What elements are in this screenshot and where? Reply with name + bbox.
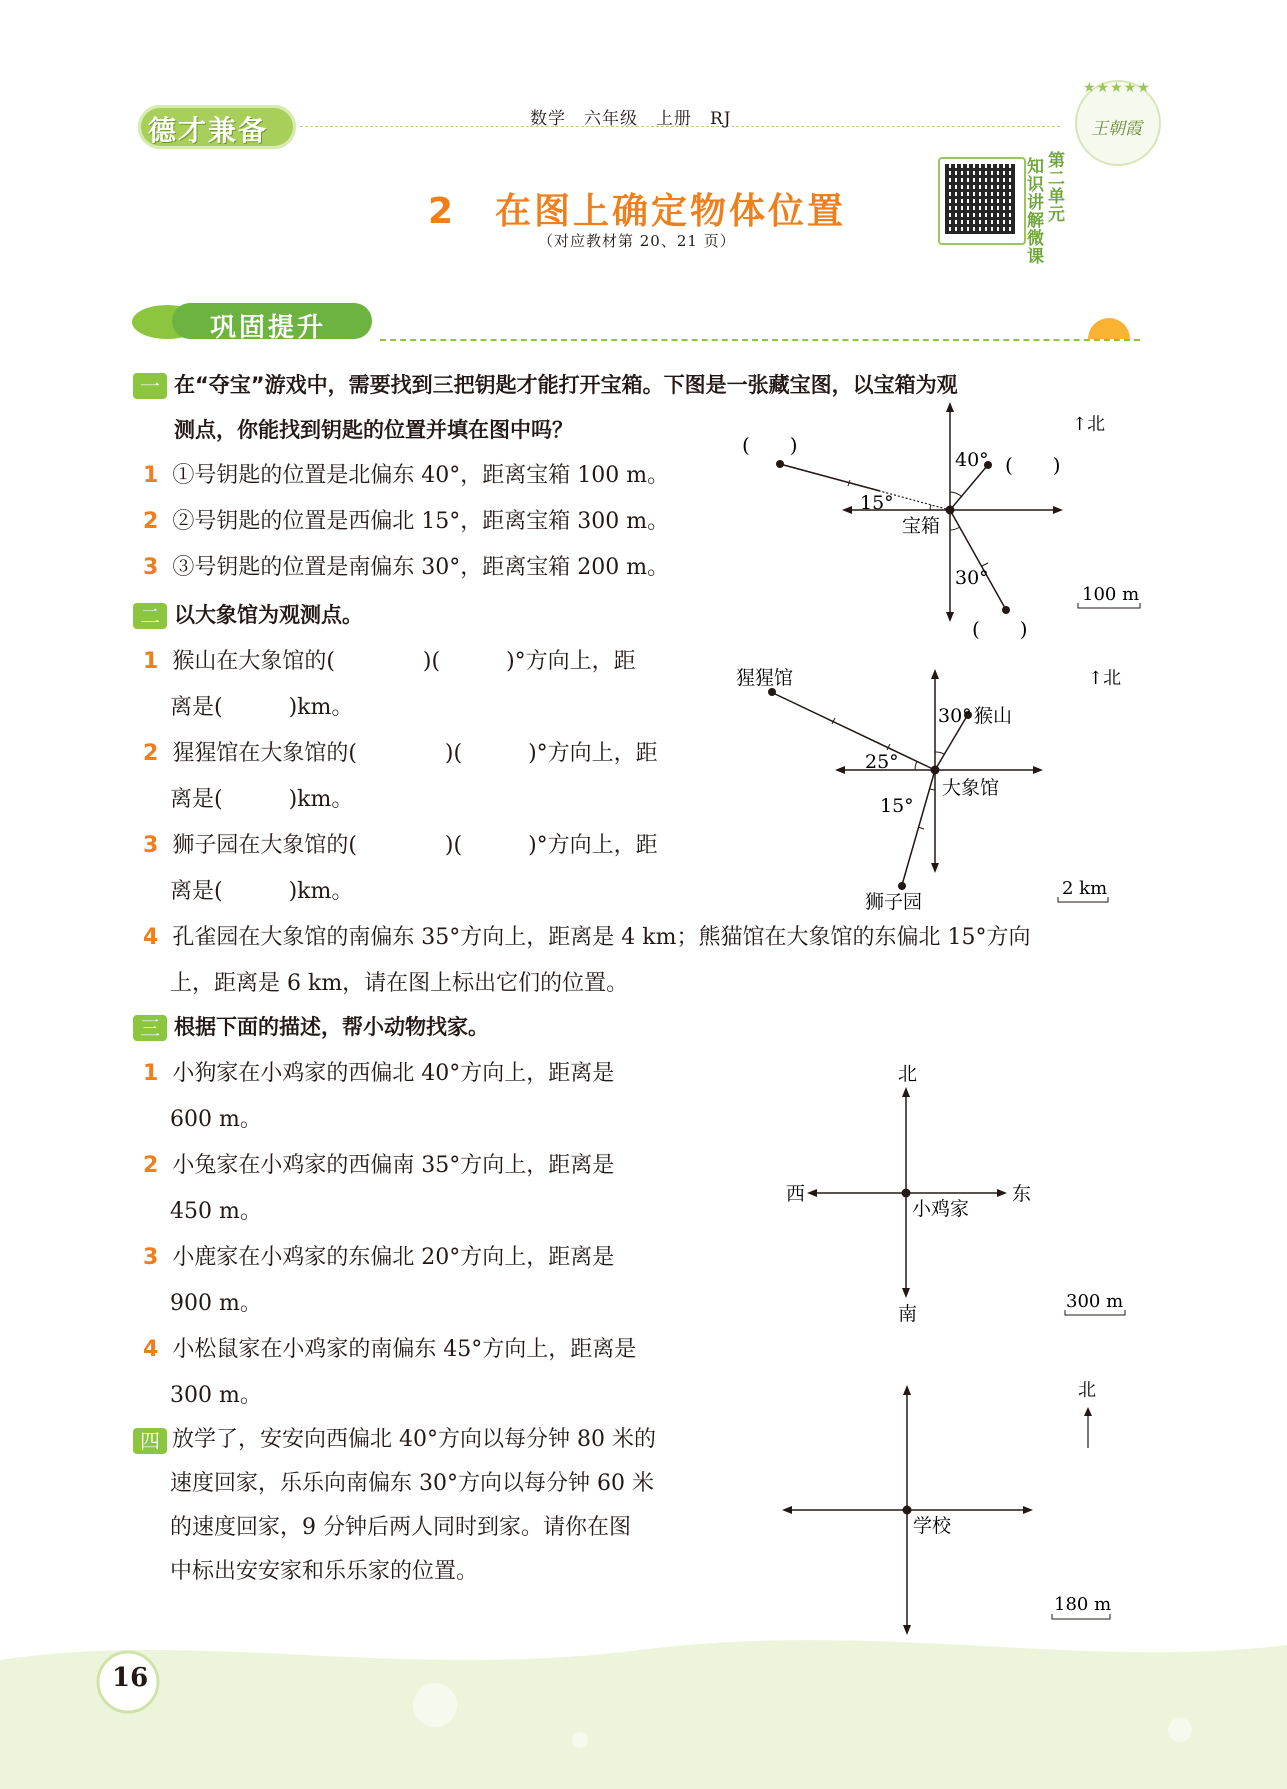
q1-north-arrow-icon	[946, 402, 954, 412]
q2-arc-monkey	[935, 752, 944, 754]
q3-item-1-text: 小狗家在小鸡家的西偏北 40°方向上，距离是	[172, 1061, 615, 1086]
q3-west-arrow-icon	[807, 1189, 817, 1197]
footer-bubble-1	[413, 1683, 457, 1727]
q1-blank-key2[interactable]: ( )	[742, 433, 798, 457]
q1-stem-line2: 测点，你能找到钥匙的位置并填在图中吗？	[174, 418, 573, 442]
q3-east-label: 东	[1012, 1183, 1032, 1205]
q3-center-label: 小鸡家	[912, 1198, 970, 1220]
q1-north-indicator: ↑北	[1072, 414, 1106, 435]
q2-east-arrow-icon	[1033, 766, 1043, 774]
q3-item-4-line1	[143, 1335, 636, 1365]
footer-bubble-3	[1168, 1718, 1192, 1742]
q1-item-1-number: 1	[143, 463, 159, 488]
q3-south-label: 南	[898, 1303, 918, 1325]
q1-blank-key1[interactable]: ( )	[1005, 453, 1061, 477]
q1-ray-se	[950, 510, 1005, 608]
q3-north-arrow-icon	[902, 1087, 910, 1097]
q2-badge: 二	[133, 603, 167, 629]
brand-logo-text: 德才兼备	[148, 114, 269, 147]
q1-key3-point	[1002, 606, 1010, 614]
q1-ray-ne	[950, 466, 987, 510]
q1-angle-se: 30°	[955, 567, 989, 589]
q1-arc-ne	[950, 492, 962, 497]
q3-center-point	[902, 1189, 911, 1198]
q3-stem: 根据下面的描述，帮小动物找家。	[174, 1015, 489, 1039]
q1-west-arrow-icon	[842, 506, 852, 514]
q1-item-3-number: 3	[143, 555, 159, 580]
q4-line-4: 中标出安安家和乐乐家的位置。	[170, 1559, 479, 1584]
q4-line-1: 放学了，安安向西偏北 40°方向以每分钟 80 米的	[172, 1427, 656, 1452]
brand-logo	[130, 85, 300, 155]
q2-item-4-number: 4	[143, 925, 159, 950]
q1-item-2-number: 2	[143, 509, 159, 534]
q2-lion-point	[898, 882, 906, 890]
q2-item-4-line2: 上，距离是 6 km，请在图上标出它们的位置。	[170, 971, 629, 996]
q1-angle-ne: 40°	[955, 449, 989, 471]
q3-item-2-text: 小兔家在小鸡家的西偏南 35°方向上，距离是	[172, 1153, 615, 1178]
q2-angle-monkey: 30°	[938, 705, 972, 727]
q2-orangutan-label: 猩猩馆	[736, 667, 794, 689]
footer-bubble-2	[572, 1732, 588, 1748]
q4-north-arrow-icon	[903, 1385, 911, 1395]
q4-center-label: 学校	[913, 1515, 952, 1537]
q3-item-4-number: 4	[143, 1337, 159, 1362]
q2-center-label: 大象馆	[942, 777, 1000, 799]
q2-item-3-line1	[143, 831, 658, 861]
q2-ray-orangutan	[773, 693, 935, 770]
q2-item-1-text: 猴山在大象馆的( )( )°方向上，距	[172, 649, 636, 674]
q1-treasure-map	[730, 400, 1150, 650]
q4-center-point	[903, 1506, 912, 1515]
q3-item-4-text: 小松鼠家在小鸡家的南偏东 45°方向上，距离是	[172, 1337, 637, 1362]
q1-ray-wn-solid	[780, 464, 880, 491]
q1-item-2-text: ②号钥匙的位置是西偏北 15°，距离宝箱 300 m。	[172, 509, 670, 534]
q3-item-2-line2: 450 m。	[170, 1199, 262, 1224]
q4-badge: 四	[133, 1428, 167, 1454]
q3-item-3-line1	[143, 1243, 614, 1273]
q1-badge: 一	[133, 373, 167, 399]
page-title: 2 在图上确定物体位置	[428, 191, 847, 232]
q2-item-2-line2: 离是( )km。	[170, 787, 354, 812]
q1-item-1-text: ①号钥匙的位置是北偏东 40°，距离宝箱 100 m。	[172, 463, 670, 488]
sun-icon	[1088, 318, 1130, 339]
footer-wave-shape	[0, 1640, 1287, 1789]
q2-north-arrow-icon	[931, 669, 939, 679]
q2-item-2-text: 猩猩馆在大象馆的( )( )°方向上，距	[172, 741, 658, 766]
q1-key2-point	[776, 460, 784, 468]
q1-item-1	[143, 461, 669, 491]
q4-west-arrow-icon	[782, 1506, 792, 1514]
q3-item-2-line1	[143, 1151, 614, 1181]
q1-tick-se	[982, 563, 988, 566]
q1-blank-key3[interactable]: ( )	[972, 617, 1028, 641]
q3-scale-label: 300 m	[1066, 1291, 1124, 1312]
q2-south-arrow-icon	[931, 863, 939, 873]
q4-north-indicator-arrow-icon	[1084, 1407, 1092, 1416]
q2-lion-label: 狮子园	[865, 891, 923, 913]
q4-north-label: 北	[1078, 1380, 1096, 1401]
q1-east-arrow-icon	[1053, 506, 1063, 514]
seal-name: 王朝霞	[1091, 119, 1142, 139]
q2-north-indicator: ↑北	[1088, 668, 1122, 689]
q1-south-arrow-icon	[946, 612, 954, 622]
q4-line-2: 速度回家，乐乐向南偏东 30°方向以每分钟 60 米	[170, 1471, 654, 1496]
q2-scale-label: 2 km	[1062, 878, 1108, 899]
q1-angle-wn: 15°	[860, 492, 894, 514]
section-divider	[380, 339, 1140, 341]
header-subject: 数学 六年级 上册 RJ	[530, 109, 732, 129]
q1-item-3-text: ③号钥匙的位置是南偏东 30°，距离宝箱 200 m。	[172, 555, 670, 580]
q3-chicken-map	[770, 1060, 1150, 1330]
q3-west-label: 西	[786, 1183, 806, 1205]
q3-item-3-number: 3	[143, 1245, 159, 1270]
qr-caption-right: 第二单元	[1048, 151, 1065, 225]
footer-wave	[0, 1620, 1287, 1789]
q2-angle-lion: 15°	[880, 795, 914, 817]
q4-school-map	[770, 1370, 1150, 1640]
q3-north-label: 北	[898, 1063, 918, 1085]
q3-south-arrow-icon	[902, 1288, 910, 1298]
q1-center-label: 宝箱	[902, 515, 941, 537]
q2-item-4-text: 孔雀园在大象馆的南偏东 35°方向上，距离是 4 km；熊猫馆在大象馆的东偏北 15°方向	[172, 925, 1031, 950]
q3-item-1-number: 1	[143, 1061, 159, 1086]
seal-stars-icon: ★★★★★	[1083, 80, 1151, 96]
q2-item-3-text: 狮子园在大象馆的( )( )°方向上，距	[172, 833, 658, 858]
q2-arc-orangutan	[915, 761, 917, 770]
q3-badge: 三	[133, 1015, 167, 1041]
q2-item-2-line1	[143, 739, 658, 769]
q2-monkey-label: 猴山	[974, 705, 1013, 727]
q1-stem-line1: 在“夺宝”游戏中，需要找到三把钥匙才能打开宝箱。下图是一张藏宝图，以宝箱为观	[174, 373, 958, 397]
qr-code-icon[interactable]	[945, 164, 1015, 234]
q4-scale-label: 180 m	[1054, 1594, 1112, 1615]
q2-item-1-number: 1	[143, 649, 159, 674]
q1-item-3	[143, 553, 669, 583]
q2-orangutan-point	[768, 688, 776, 696]
q1-item-2	[143, 507, 669, 537]
q3-item-1-line1	[143, 1059, 614, 1089]
q2-angle-orangutan: 25°	[865, 751, 899, 773]
q1-scale-label: 100 m	[1082, 584, 1140, 605]
q2-item-2-number: 2	[143, 741, 159, 766]
q2-item-3-line2: 离是( )km。	[170, 879, 354, 904]
q3-east-arrow-icon	[997, 1189, 1007, 1197]
qr-caption-left: 知识讲解微课	[1027, 157, 1044, 267]
q2-item-1-line1	[143, 647, 636, 677]
q3-item-2-number: 2	[143, 1153, 159, 1178]
publisher-seal	[1075, 80, 1161, 166]
q4-line-3: 的速度回家，9 分钟后两人同时到家。请你在图	[170, 1515, 631, 1540]
q3-item-4-line2: 300 m。	[170, 1383, 262, 1408]
section-banner	[132, 293, 380, 343]
q2-zoo-map	[720, 660, 1150, 920]
q3-item-1-line2: 600 m。	[170, 1107, 262, 1132]
page-subtitle: （对应教材第 20、21 页）	[538, 232, 736, 250]
q2-item-4-line1	[143, 923, 1030, 953]
q2-west-arrow-icon	[835, 766, 845, 774]
q1-arc-se	[950, 527, 960, 530]
q2-stem: 以大象馆为观测点。	[174, 603, 363, 627]
q2-item-3-number: 3	[143, 833, 159, 858]
section-banner-text: 巩固提升	[210, 313, 327, 343]
q2-item-1-line2: 离是( )km。	[170, 695, 354, 720]
q3-item-3-text: 小鹿家在小鸡家的东偏北 20°方向上，距离是	[172, 1245, 615, 1270]
page-number: 16	[112, 1663, 149, 1693]
q4-east-arrow-icon	[1023, 1506, 1033, 1514]
q3-item-3-line2: 900 m。	[170, 1291, 262, 1316]
